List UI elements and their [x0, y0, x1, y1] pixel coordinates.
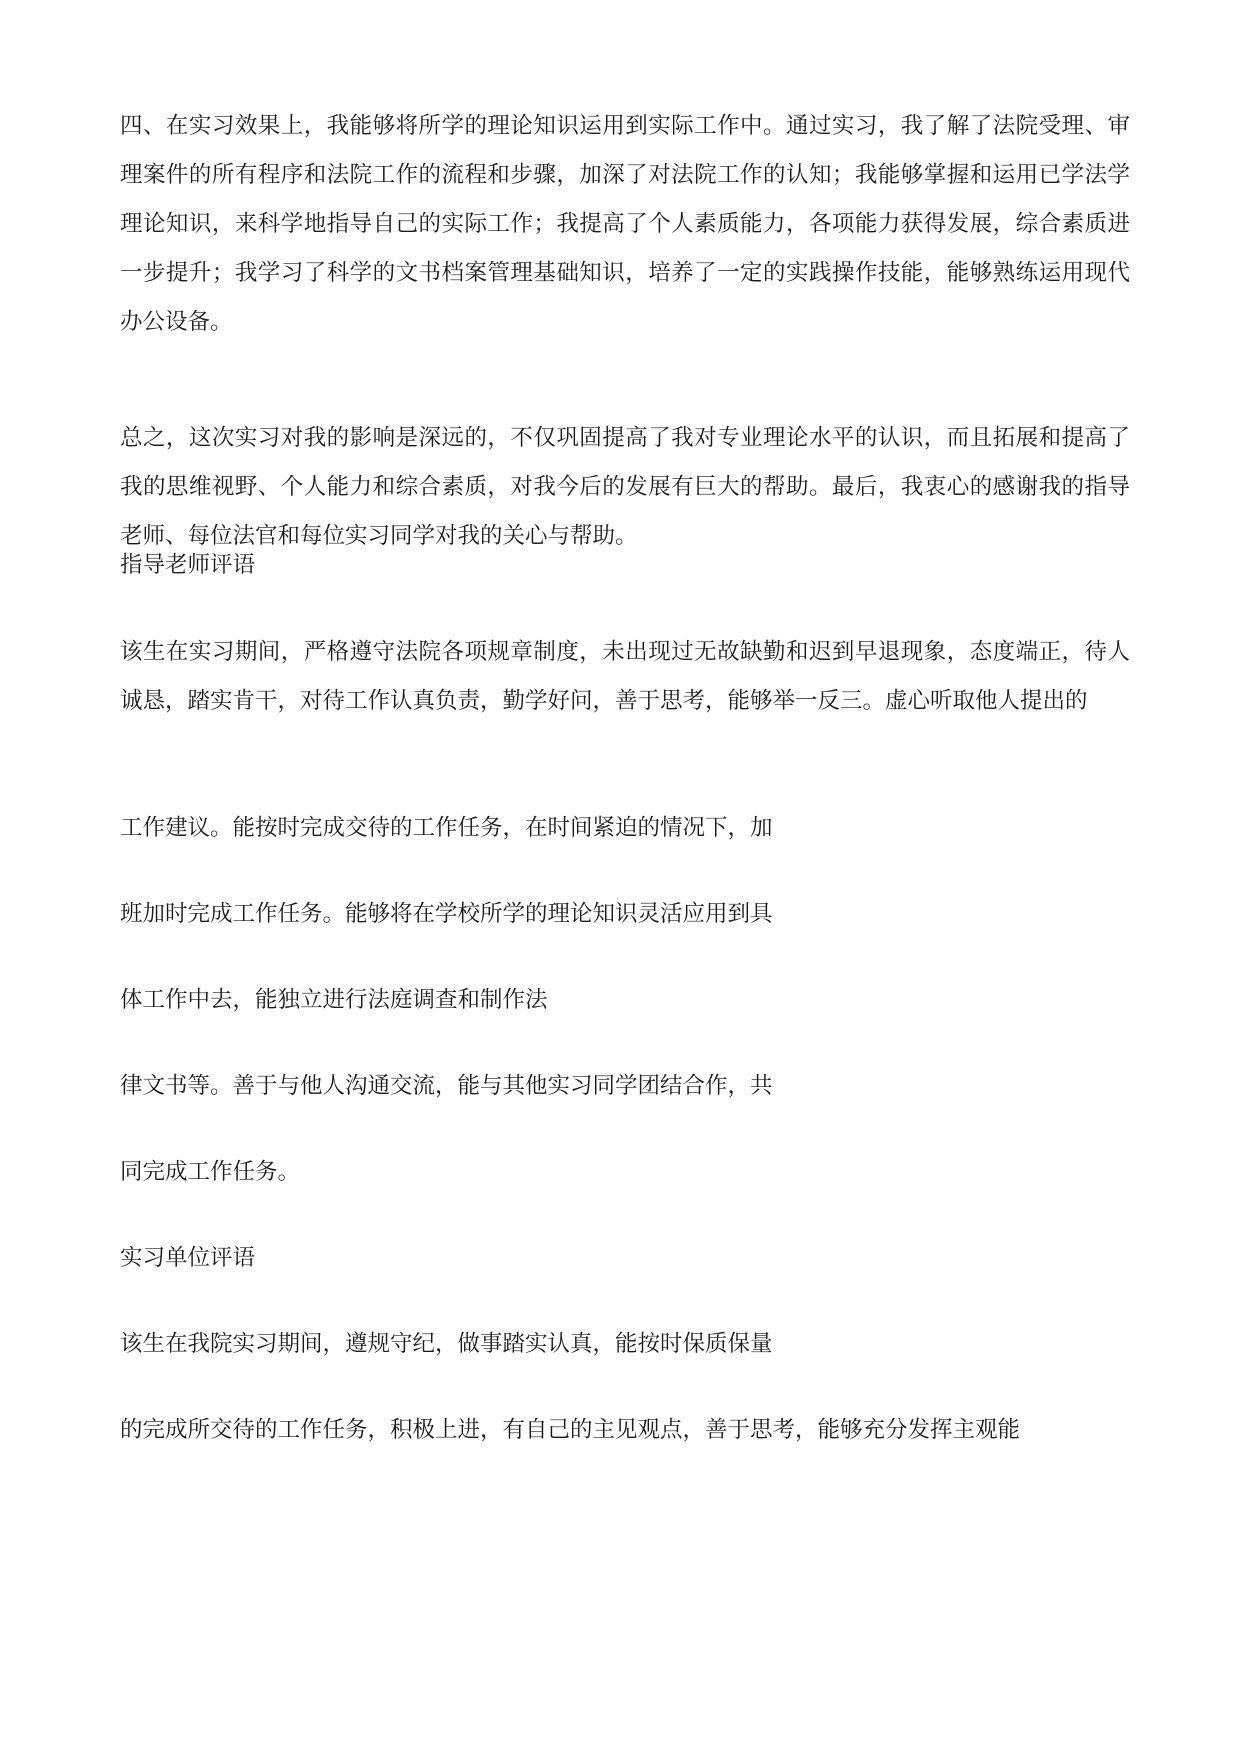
text-line-unit-1: 该生在我院实习期间，遵规守纪，做事踏实认真，能按时保质保量 [120, 1331, 773, 1357]
text-line-teacher-3: 班加时完成工作任务。能够将在学校所学的理论知识灵活应用到具 [120, 901, 773, 927]
paragraph-conclusion: 总之，这次实习对我的影响是深远的，不仅巩固提高了我对专业理论水平的认识，而且拓展和提高了我的思维视野、个人能力和综合素质，对我今后的发展有巨大的帮助。最后，我衷心的感谢我的指导老师、每位法官和每位实习同学对我的关心与帮助。 [120, 425, 1130, 549]
heading-unit-comments: 实习单位评语 [120, 1245, 256, 1271]
heading-teacher-comments: 指导老师评语 [120, 552, 256, 578]
paragraph-teacher-comment: 该生在实习期间，严格遵守法院各项规章制度，未出现过无故缺勤和迟到早退现象，态度端正，待人诚恳，踏实肯干，对待工作认真负责，勤学好问，善于思考，能够举一反三。虚心听取他人提出的 [120, 639, 1130, 714]
paragraph-internship-results: 四、在实习效果上，我能够将所学的理论知识运用到实际工作中。通过实习，我了解了法院受理、审理案件的所有程序和法院工作的流程和步骤，加深了对法院工作的认知；我能够掌握和运用已学法学理论知识，来科学地指导自己的实际工作；我提高了个人素质能力，各项能力获得发展，综合素质进一步提升；我学习了科学的文书档案管理基础知识，培养了一定的实践操作技能，能够熟练运用现代办公设备。 [120, 113, 1130, 335]
text-line-teacher-5: 律文书等。善于与他人沟通交流，能与其他实习同学团结合作，共 [120, 1073, 773, 1099]
text-line-teacher-4: 体工作中去，能独立进行法庭调查和制作法 [120, 987, 548, 1013]
text-line-teacher-6: 同完成工作任务。 [120, 1159, 301, 1185]
text-line-unit-2: 的完成所交待的工作任务，积极上进，有自己的主见观点，善于思考，能够充分发挥主观能 [120, 1417, 1021, 1443]
text-line-teacher-2: 工作建议。能按时完成交待的工作任务，在时间紧迫的情况下，加 [120, 815, 773, 841]
